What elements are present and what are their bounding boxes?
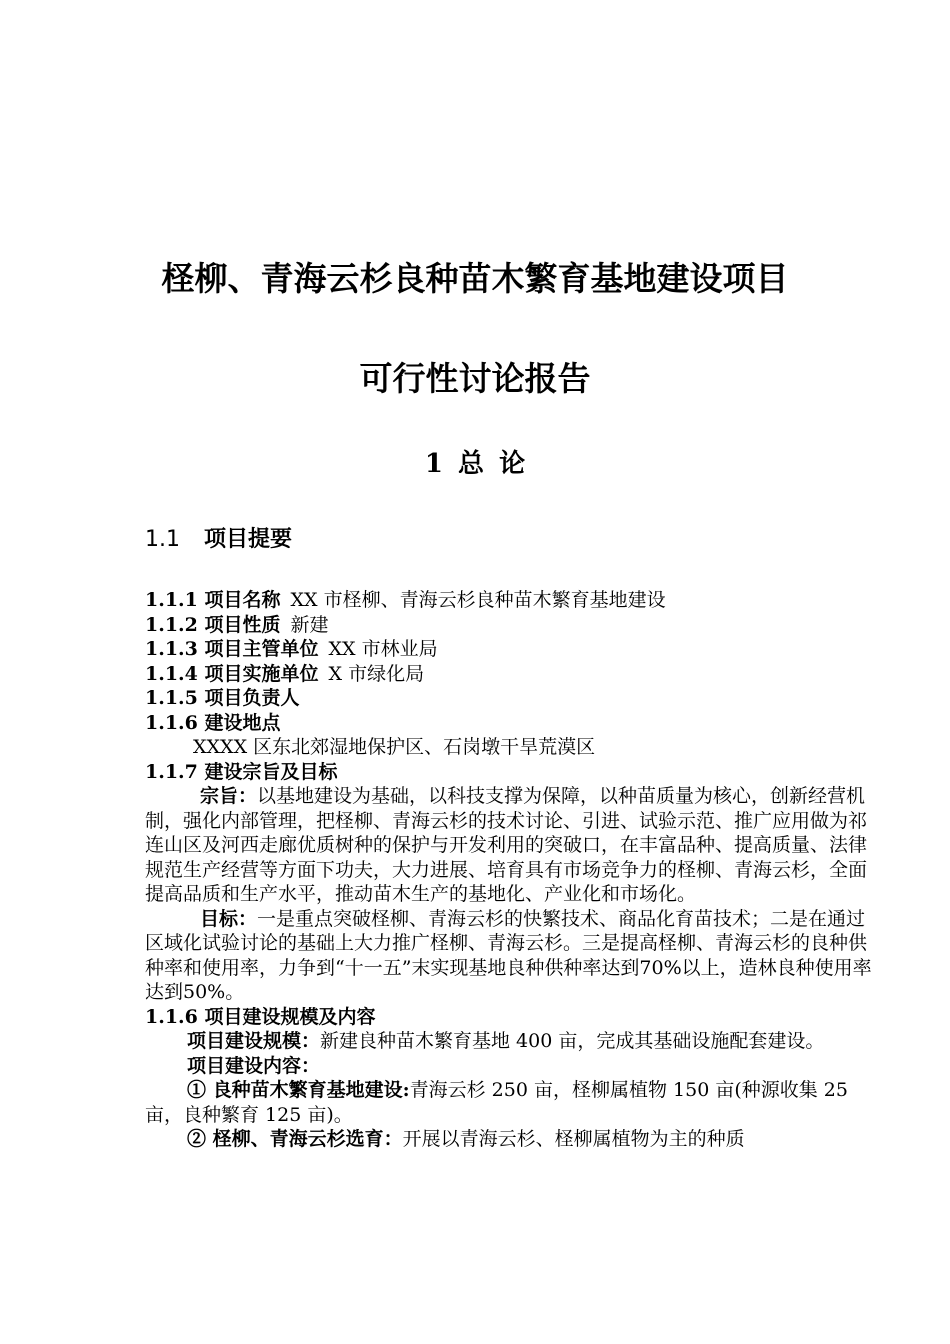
item-label: 1.1.7 建设宗旨及目标 (145, 760, 338, 783)
item-leader (145, 686, 875, 711)
document-subtitle: 可行性讨论报告 (359, 359, 591, 398)
goal-text: 一是重点突破柽柳、青海云杉的快繁技术、商品化育苗技术；二是在通过区域化试验讨论的基础上大力推广柽柳、青海云杉。三是提高柽柳、青海云杉的良种供种率和使用率，力争到“十一五”末实现基地良种供种率达到70%以上，造林良种使用率达到50%。 (145, 907, 872, 1003)
chapter-heading (0, 443, 950, 480)
item-label: 1.1.2 项目性质 (145, 613, 281, 636)
scale-text: 新建良种苗木繁育基地 400 亩，完成其基础设施配套建设。 (320, 1030, 825, 1052)
item-scale (145, 1005, 875, 1030)
item-label: 1.1.5 项目负责人 (145, 687, 300, 709)
item-value: XX 市柽柳、青海云杉良种苗木繁育基地建设 (290, 589, 666, 611)
section-number: 1.1 (145, 527, 180, 552)
scale-paragraph (145, 1029, 875, 1054)
item-value: XX 市林业局 (328, 638, 438, 660)
item-project-nature (145, 613, 875, 638)
content1-text: 青海云杉 250 亩，柽柳属植物 150 亩(种源收集 25 亩，良种繁育 125 亩)。 (145, 1079, 848, 1126)
scale-lead: 项目建设规模： (187, 1030, 321, 1052)
goal-paragraph (145, 907, 875, 1005)
section-title: 项目提要 (204, 527, 293, 552)
item-purpose (145, 760, 875, 785)
chapter-name: 总 论 (458, 449, 526, 479)
section-heading (145, 522, 292, 553)
item-location (145, 711, 875, 736)
content2-text: 开展以青海云杉、柽柳属植物为主的种质 (402, 1128, 745, 1150)
item-label: 1.1.1 项目名称 (145, 589, 281, 611)
content-item-2 (145, 1127, 875, 1152)
item-implementer (145, 662, 875, 687)
item-location-value: XXXX 区东北郊湿地保护区、石岗墩干旱荒漠区 (193, 736, 596, 758)
item-label: 1.1.3 项目主管单位 (145, 638, 319, 660)
item-authority (145, 637, 875, 662)
purpose-text: 以基地建设为基础，以科技支撑为保障，以种苗质量为核心，创新经营机制，强化内部管理，把柽柳、青海云杉的技术讨论、引进、试验示范、推广应用做为祁连山区及河西走廊优质树种的保护与开发利用的突破口，在丰富品种、提高质量、法律规范生产经营等方面下功夫，大力进展、培育具有市场竞争力的柽柳、青海云杉，全面提高品质和生产水平，推动苗木生产的基地化、产业化和市场化。 (145, 785, 868, 905)
goal-lead: 目标： (200, 907, 258, 930)
item-value: X 市绿化局 (328, 662, 425, 685)
item-project-name (145, 588, 875, 613)
content-lead: 项目建设内容： (187, 1054, 321, 1077)
purpose-lead: 宗旨： (200, 785, 258, 807)
chapter-number: 1 (424, 449, 443, 479)
item-label: 1.1.4 项目实施单位 (145, 662, 319, 685)
item-value: 新建 (290, 613, 329, 636)
content1-lead: ① 良种苗木繁育基地建设: (187, 1079, 410, 1101)
document-title: 柽柳、青海云杉良种苗木繁育基地建设项目 (161, 259, 789, 298)
purpose-paragraph (145, 784, 875, 907)
item-label: 1.1.6 建设地点 (145, 711, 281, 734)
document-body (145, 588, 875, 1152)
content2-lead: ② 柽柳、青海云杉选育： (187, 1128, 403, 1150)
content-heading (145, 1054, 875, 1079)
content-item-1 (145, 1078, 875, 1127)
item-label: 1.1.6 项目建设规模及内容 (145, 1005, 376, 1028)
